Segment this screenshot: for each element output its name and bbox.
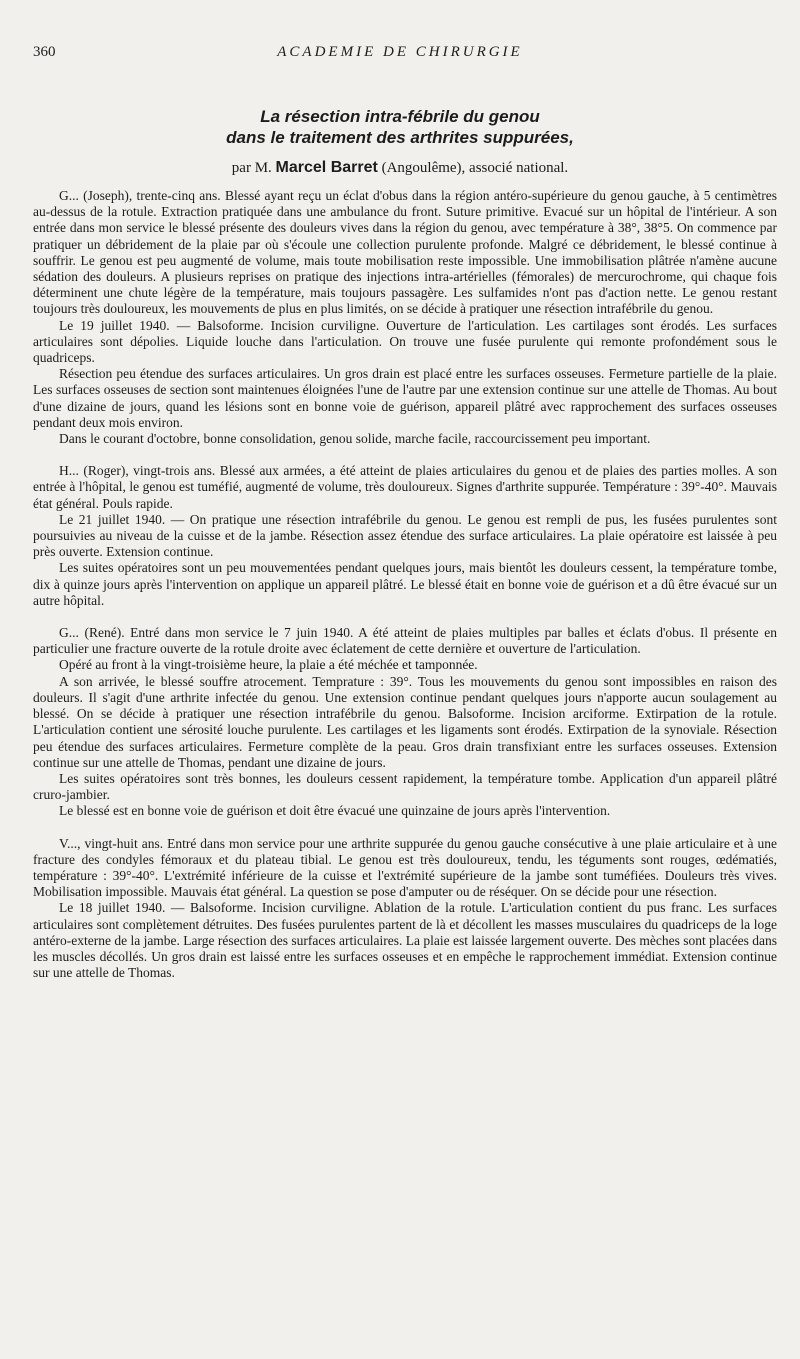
running-head <box>33 44 767 66</box>
case-report <box>33 463 777 609</box>
article-title-line-1: La résection intra-fébrile du genou <box>260 107 540 126</box>
case-report <box>33 188 777 447</box>
case-report <box>33 625 777 819</box>
article-body <box>33 188 777 997</box>
article-title-line-2: dans le traitement des arthrites suppurées, <box>226 128 574 147</box>
paragraph: Les suites opératoires sont très bonnes, les douleurs cessent rapidement, la température tombe. Application d'un appareil plâtré cruro-jambier. <box>33 770 777 803</box>
paragraph: Résection peu étendue des surfaces articulaires. Un gros drain est placé entre les surfaces osseuses. Fermeture partielle de la plaie. Les surfaces osseuses de section sont maintenues éloignées l'une de l'autre par une extension continue sur une attelle de Thomas. Au bout d'une dizaine de jours, quand les lésions sont en bonne voie de guérison, appareil plâtré avec rapprochement des surfaces osseuses pendant deux mois environ. <box>33 366 777 430</box>
paragraph: Le 21 juillet 1940. — On pratique une résection intrafébrile du genou. Le genou est rempli de pus, les fusées purulentes sont poursuivies au niveau de la cuisse et de la jambe. Résection assez étendue des surface articulaires. La plaie opératoire est laissée à peu près ouverte. Extension continue. <box>33 511 777 560</box>
byline-affiliation: (Angoulême), associé national. <box>381 160 569 176</box>
paragraph: Opéré au front à la vingt-troisième heure, la plaie a été méchée et tamponnée. <box>59 657 478 673</box>
paragraph: Les suites opératoires sont un peu mouvementées pendant quelques jours, mais bientôt les douleurs cessent, la température tombe, dix à quinze jours après l'intervention on applique un appareil plâtré. Le blessé était en bonne voie de guérison et a dû être évacué sur un autre hôpital. <box>33 560 777 608</box>
page-number: 360 <box>33 44 56 60</box>
byline <box>33 158 767 178</box>
journal-title: ACADEMIE DE CHIRURGIE <box>277 44 523 60</box>
paragraph: G... (Joseph), trente-cinq ans. Blessé ayant reçu un éclat d'obus dans la région antéro-supérieure du genou gauche, à 5 centimètres au-dessus de la rotule. Extraction pratiquée dans une ambulance du front. Suture primitive. Evacué sur un hôpital de l'intérieur. A son entrée dans mon service le blessé présente des douleurs vives dans la région du genou, avec température à 38°, 38°5. On commence par pratiquer un débridement de la plaie par où s'écoule une collection purulente profonde. Malgré ce débridement, le blessé continue à souffrir. Le genou est peu augmenté de volume, mais toute mobilisation reste impossible. Une immobilisation plâtrée n'amène aucune sédation des douleurs. A plusieurs reprises on pratique des injections intra-artérielles (fémorales) de mercurochrome, qui chaque fois déterminent une chute légère de la température, mais toujours passagère. Les sulfamides n'ont pas d'action nette. Le genou restant toujours très douloureux, les mouvements de plus en plus limités, on se décide à pratiquer une résection intrafébrile du genou. <box>33 188 777 317</box>
paragraph: Le 18 juillet 1940. — Balsoforme. Incision curviligne. Ablation de la rotule. L'articulation contient du pus franc. Les surfaces articulaires sont complètement détruites. Des fusées purulentes partent de là et décollent les masses musculaires du quadriceps de la loge antéro-externe de la jambe. Large résection des surfaces articulaires. La plaie est laissée largement ouverte. Des mèches sont placées dans les muscles décollés. Un gros drain est laissé entre les surfaces osseuses et en empêche le rapprochement immédiat. Extension continue sur une attelle de Thomas. <box>33 900 777 981</box>
case-report <box>33 836 777 982</box>
paragraph: Le 19 juillet 1940. — Balsoforme. Incision curviligne. Ouverture de l'articulation. Les cartilages sont érodés. Les surfaces articulaires sont dépolies. Liquide louche dans l'articulation. On trouve une fusée purulente qui remonte profondément sous le quadriceps. <box>33 317 777 366</box>
author-name: Marcel Barret <box>275 159 378 176</box>
paragraph: H... (Roger), vingt-trois ans. Blessé aux armées, a été atteint de plaies articulaires du genou et de plaies des parties molles. A son entrée à l'hôpital, le genou est tuméfié, augmenté de volume, très douloureux. Signes d'arthrite suppurée. Température : 39°-40°. Mauvais état général. Pouls rapide. <box>33 463 777 511</box>
paragraph: V..., vingt-huit ans. Entré dans mon service pour une arthrite suppurée du genou gauche consécutive à une plaie articulaire et à une fracture des condyles fémoraux et du plateau tibial. Le genou est très douloureux, tendu, les téguments sont rouges, œdématiés, température : 39°-40°. L'extrémité inférieure de la cuisse et l'extrémité supérieure de la jambe sont tuméfiées. Douleurs très vives. Mobilisation impossible. Mauvais état général. La question se pose d'amputer ou de réséquer. On se décide pour une résection. <box>33 835 777 900</box>
paragraph: G... (René). Entré dans mon service le 7 juin 1940. A été atteint de plaies multiples par balles et éclats d'obus. Il présente en particulier une fracture ouverte de la rotule droite avec éclatement de cette dernière et ouverture de l'articulation. <box>33 625 777 657</box>
article-heading <box>33 106 767 178</box>
paragraph: Le blessé est en bonne voie de guérison et doit être évacué une quinzaine de jours après l'intervention. <box>59 803 611 819</box>
byline-prefix: par M. <box>231 160 272 176</box>
paragraph: A son arrivée, le blessé souffre atrocement. Temprature : 39°. Tous les mouvements du genou sont impossibles en raison des douleurs. Il s'agit d'une arthrite infectée du genou. Une extension continue pendant quelques jours n'apporte aucun soulagement au blessé. On se décide à pratiquer une résection intrafébrile du genou. Balsoforme. Incision arciforme. Extirpation de la rotule. L'articulation contient une sérosité louche purulente. Les cartilages et les ligaments sont érodés. Extirpation de la synoviale. Résection peu étendue des surfaces articulaires. Fermeture complète de la peau. Gros drain transfixiant entre les surfaces osseuses. Extension continue sur une attelle de Thomas, pendant une dizaine de jours. <box>33 673 777 770</box>
paragraph: Dans le courant d'octobre, bonne consolidation, genou solide, marche facile, raccourcissement peu important. <box>59 431 651 447</box>
